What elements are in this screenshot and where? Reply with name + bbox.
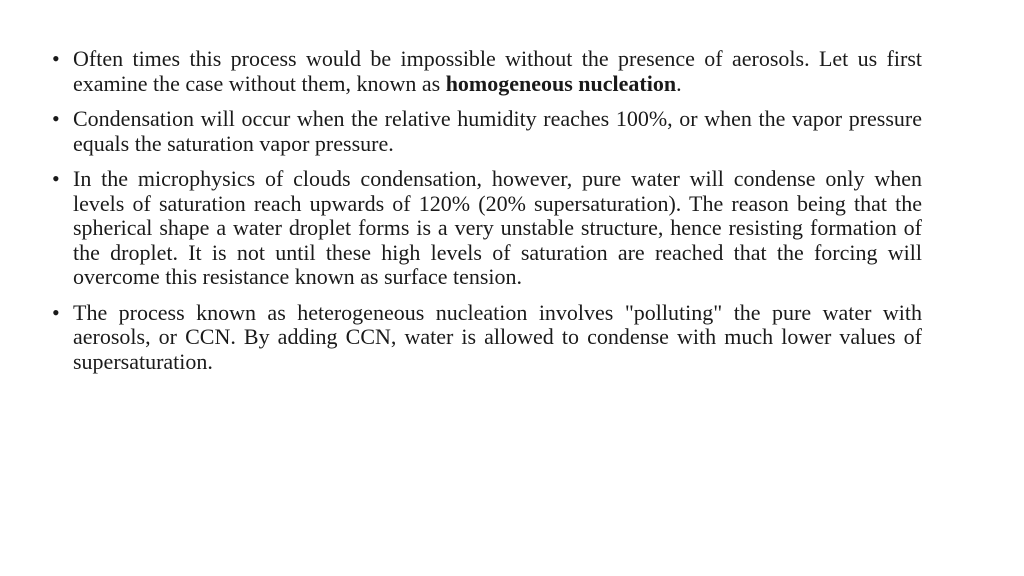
bullet-item-homogeneous-nucleation — [52, 47, 922, 96]
bullet-text: The process known as heterogeneous nucleation involves "polluting" the pure water with aerosols, or CCN. By adding CCN, water is allowed to condense with much lower values of supersaturation. — [73, 299, 922, 374]
bold-term: homogeneous nucleation — [445, 70, 677, 96]
bullet-text: Condensation will occur when the relative humidity reaches 100%, or when the vapor pressure equals the saturation vapor pressure. — [73, 106, 922, 156]
bullet-dot-icon: • — [52, 299, 60, 325]
bullet-list — [52, 47, 922, 385]
bullet-item-heterogeneous-nucleation — [52, 301, 922, 375]
bullet-dot-icon: • — [52, 166, 60, 191]
bullet-item-condensation — [52, 107, 922, 156]
bullet-item-microphysics — [52, 167, 922, 290]
bullet-dot-icon: • — [52, 106, 60, 131]
bullet-text-end: . — [676, 70, 682, 96]
bullet-text: In the microphysics of clouds condensation, however, pure water will condense only when levels of saturation reach upwards of 120% (20% supersaturation). The reason being that the spherical shape a water droplet forms is a very unstable structure, hence resisting formation of the droplet. It is not until these high levels of saturation are reached that the forcing will overcome this resistance known as surface tension. — [73, 166, 922, 289]
bullet-text: Often times this process would be impossible without the presence of aerosols. Let us first examine the case without them, known as — [73, 46, 922, 96]
bullet-dot-icon: • — [52, 46, 60, 71]
